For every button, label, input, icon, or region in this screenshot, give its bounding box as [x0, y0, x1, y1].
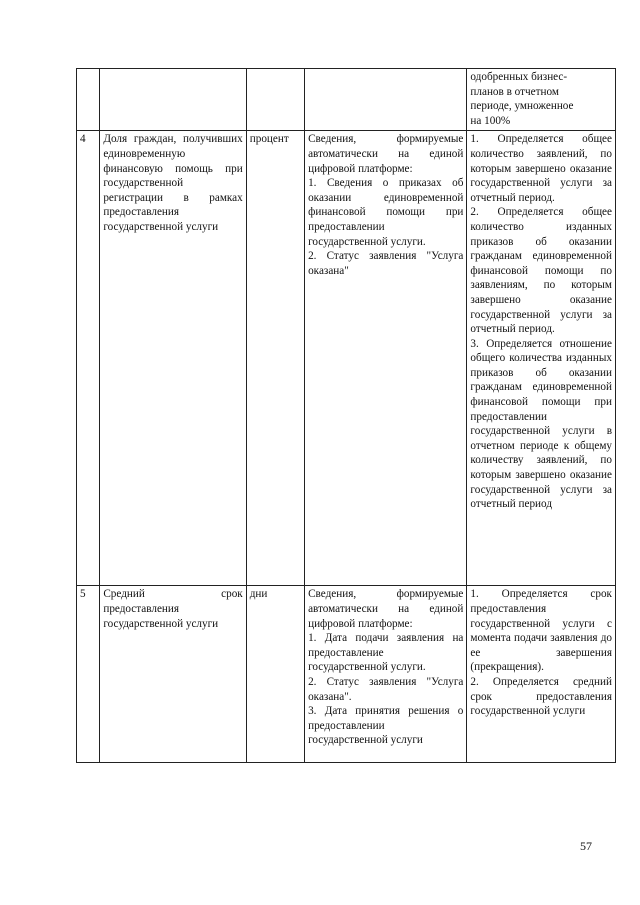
cell-number: 5: [77, 586, 100, 763]
cell-indicator-name: [100, 69, 246, 131]
cell-number: 4: [77, 131, 100, 586]
source-paragraph: 1. Дата подачи заявления на предоставление государственной услуги.: [308, 632, 464, 674]
source-paragraph: 3. Дата принятия решения о предоставлении государственной услуги: [308, 705, 464, 747]
method-line: планов в отчетном: [470, 85, 559, 98]
source-paragraph: Сведения, формируемые автоматически на единой цифровой платформе:: [308, 133, 464, 175]
cell-method: [467, 131, 616, 586]
cell-unit: [246, 69, 304, 131]
method-line: на 100%: [470, 114, 511, 127]
method-paragraph: 2. Определяется общее количество изданных приказов об оказании гражданам единовременной финансовой помощи по заявлениям, по которым завершено оказание государственной услуги за отчетный период.: [470, 206, 612, 336]
source-paragraph: Сведения, формируемые автоматически на единой цифровой платформе:: [308, 588, 464, 630]
method-paragraph: 2. Определяется средний срок предоставления государственной услуги: [470, 675, 612, 718]
source-paragraph: 2. Статус заявления "Услуга оказана".: [308, 675, 464, 703]
cell-number: [77, 69, 100, 131]
cell-unit: процент: [246, 131, 304, 586]
cell-method: [467, 586, 616, 763]
method-paragraph: 1. Определяется общее количество заявлений, по которым завершено оказание государственной услуги за отчетный период.: [470, 133, 612, 204]
method-paragraph: 3. Определяется отношение общего количества изданных приказов об оказании гражданам единовременной финансовой помощи при предоставлении государственной услуги в отчетном периоде к общему количеству заявлений, по которым завершено оказание государственной услуги за отчетный период: [470, 337, 612, 511]
indicators-table: [76, 68, 616, 763]
cell-source: [305, 69, 467, 131]
method-paragraph: 1. Определяется срок предоставления государственной услуги с момента подачи заявления до ее завершения (прекращения).: [470, 588, 612, 674]
cell-unit: дни: [246, 586, 304, 763]
page-number: 57: [580, 839, 592, 853]
table-row: [77, 131, 616, 586]
method-line: одобренных бизнес-: [470, 71, 568, 83]
cell-source: [305, 131, 467, 586]
cell-source: [305, 586, 467, 763]
cell-indicator-name: Средний срок предоставления государственной услуги: [100, 586, 246, 763]
method-line: периоде, умноженное: [470, 100, 574, 113]
source-paragraph: 1. Сведения о приказах об оказании единовременной финансовой помощи при предоставлении государственной услуги.: [308, 177, 464, 248]
cell-method: [467, 69, 616, 131]
cell-indicator-name: Доля граждан, получивших единовременную финансовую помощь при государственной регистрации в рамках предоставления государственной услуги: [100, 131, 246, 586]
table-row: [77, 69, 616, 131]
table-row: [77, 586, 616, 763]
source-paragraph: 2. Статус заявления "Услуга оказана": [308, 250, 464, 277]
